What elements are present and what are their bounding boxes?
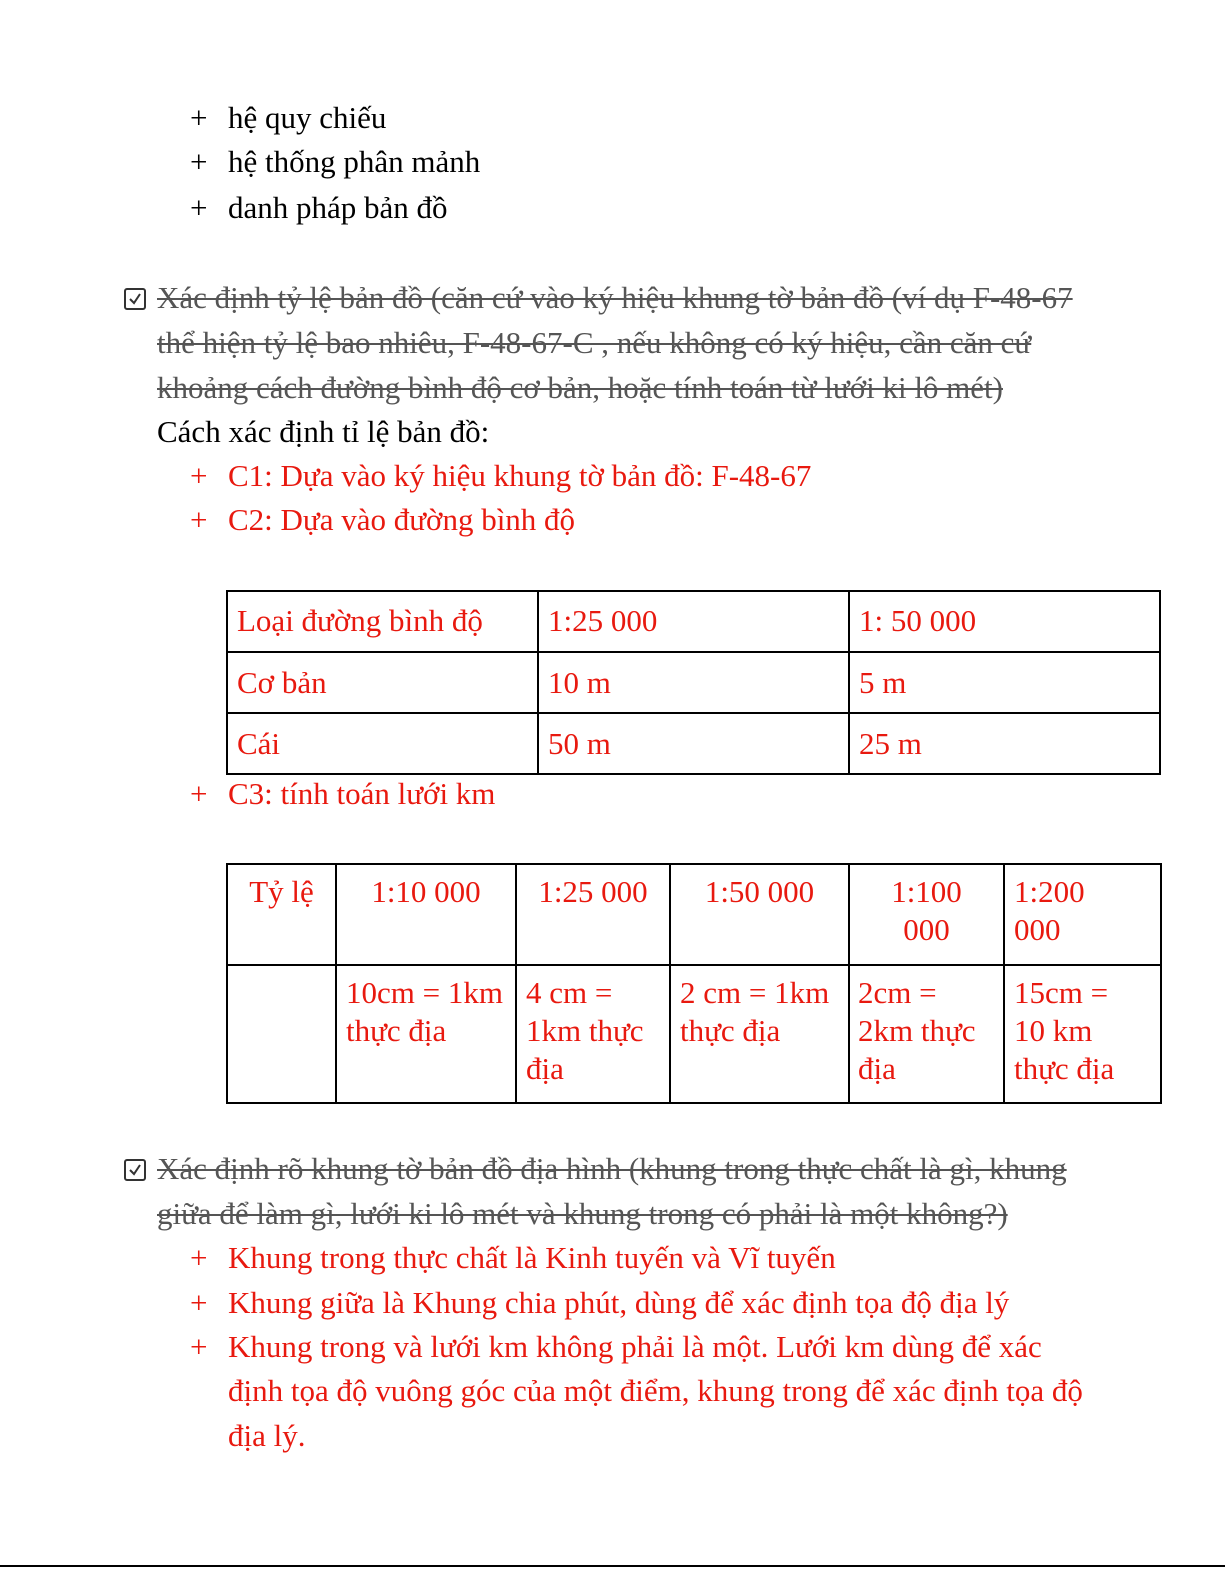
table-header-cell: 1:10 000 <box>336 864 516 965</box>
table-cell: 15cm = 10 km thực địa <box>1004 965 1161 1103</box>
table-row <box>227 652 1160 713</box>
table-header-cell: 1:200 000 <box>1004 864 1161 965</box>
table-header-cell: 1:50 000 <box>670 864 849 965</box>
answer-3-line-3: địa lý. <box>228 1418 306 1453</box>
method-3: C3: tính toán lưới km <box>228 776 496 811</box>
table-row <box>227 713 1160 774</box>
table-cell: 2cm = 2km thực địa <box>849 965 1004 1103</box>
bullet-plus: + <box>190 190 208 225</box>
table-cell: Cái <box>227 713 538 774</box>
method-2: C2: Dựa vào đường bình độ <box>228 502 576 537</box>
table-cell: 10cm = 1km thực địa <box>336 965 516 1103</box>
table-cell: 25 m <box>849 713 1160 774</box>
table-row <box>227 864 1161 965</box>
table-header-cell: 1:100 000 <box>849 864 1004 965</box>
table-cell: 4 cm = 1km thực địa <box>516 965 670 1103</box>
table-row <box>227 591 1160 652</box>
bullet-plus: + <box>190 1240 208 1275</box>
table-header-cell: 1: 50 000 <box>849 591 1160 652</box>
task1-heading: Cách xác định tỉ lệ bản đồ: <box>157 414 490 449</box>
task2-line-2: giữa để làm gì, lưới ki lô mét và khung trong có phải là một không?) <box>157 1196 1008 1231</box>
intro-item: danh pháp bản đồ <box>228 190 448 225</box>
intro-item: hệ thống phân mảnh <box>228 144 481 179</box>
bullet-plus: + <box>190 1329 208 1364</box>
table-cell <box>227 965 336 1103</box>
answer-2: Khung giữa là Khung chia phút, dùng để xác định tọa độ địa lý <box>228 1285 1010 1320</box>
contour-table <box>226 590 1161 775</box>
answer-3-line-1: Khung trong và lưới km không phải là một. Lưới km dùng để xác <box>228 1329 1042 1364</box>
bullet-plus: + <box>190 1285 208 1320</box>
checked-checkbox-icon[interactable] <box>124 1159 146 1181</box>
table-header-cell: 1:25 000 <box>516 864 670 965</box>
bullet-plus: + <box>190 776 208 811</box>
table-header-cell: 1:25 000 <box>538 591 849 652</box>
table-cell: Cơ bản <box>227 652 538 713</box>
bullet-plus: + <box>190 144 208 179</box>
table-cell: 10 m <box>538 652 849 713</box>
table-row <box>227 965 1161 1103</box>
table-header-cell: Loại đường bình độ <box>227 591 538 652</box>
bullet-plus: + <box>190 502 208 537</box>
answer-3-line-2: định tọa độ vuông góc của một điểm, khung trong để xác định tọa độ <box>228 1373 1083 1408</box>
page-bottom-border <box>0 1565 1225 1567</box>
checked-checkbox-icon[interactable] <box>124 288 146 310</box>
bullet-plus: + <box>190 458 208 493</box>
method-1: C1: Dựa vào ký hiệu khung tờ bản đồ: F-48-67 <box>228 458 812 493</box>
task1-line-3: khoảng cách đường bình độ cơ bản, hoặc tính toán từ lưới ki lô mét) <box>157 370 1003 405</box>
bullet-plus: + <box>190 100 208 135</box>
task2-line-1: Xác định rõ khung tờ bản đồ địa hình (khung trong thực chất là gì, khung <box>157 1151 1067 1186</box>
intro-item: hệ quy chiếu <box>228 100 387 135</box>
task1-line-1: Xác định tỷ lệ bản đồ (căn cứ vào ký hiệu khung tờ bản đồ (ví dụ F-48-67 <box>157 280 1073 315</box>
table-cell: 5 m <box>849 652 1160 713</box>
table-cell: 2 cm = 1km thực địa <box>670 965 849 1103</box>
table-header-cell: Tỷ lệ <box>227 864 336 965</box>
table-cell: 50 m <box>538 713 849 774</box>
task1-line-2: thể hiện tỷ lệ bao nhiêu, F-48-67-C , nếu không có ký hiệu, cần căn cứ <box>157 325 1032 360</box>
km-grid-table <box>226 863 1162 1104</box>
answer-1: Khung trong thực chất là Kinh tuyến và Vĩ tuyến <box>228 1240 836 1275</box>
